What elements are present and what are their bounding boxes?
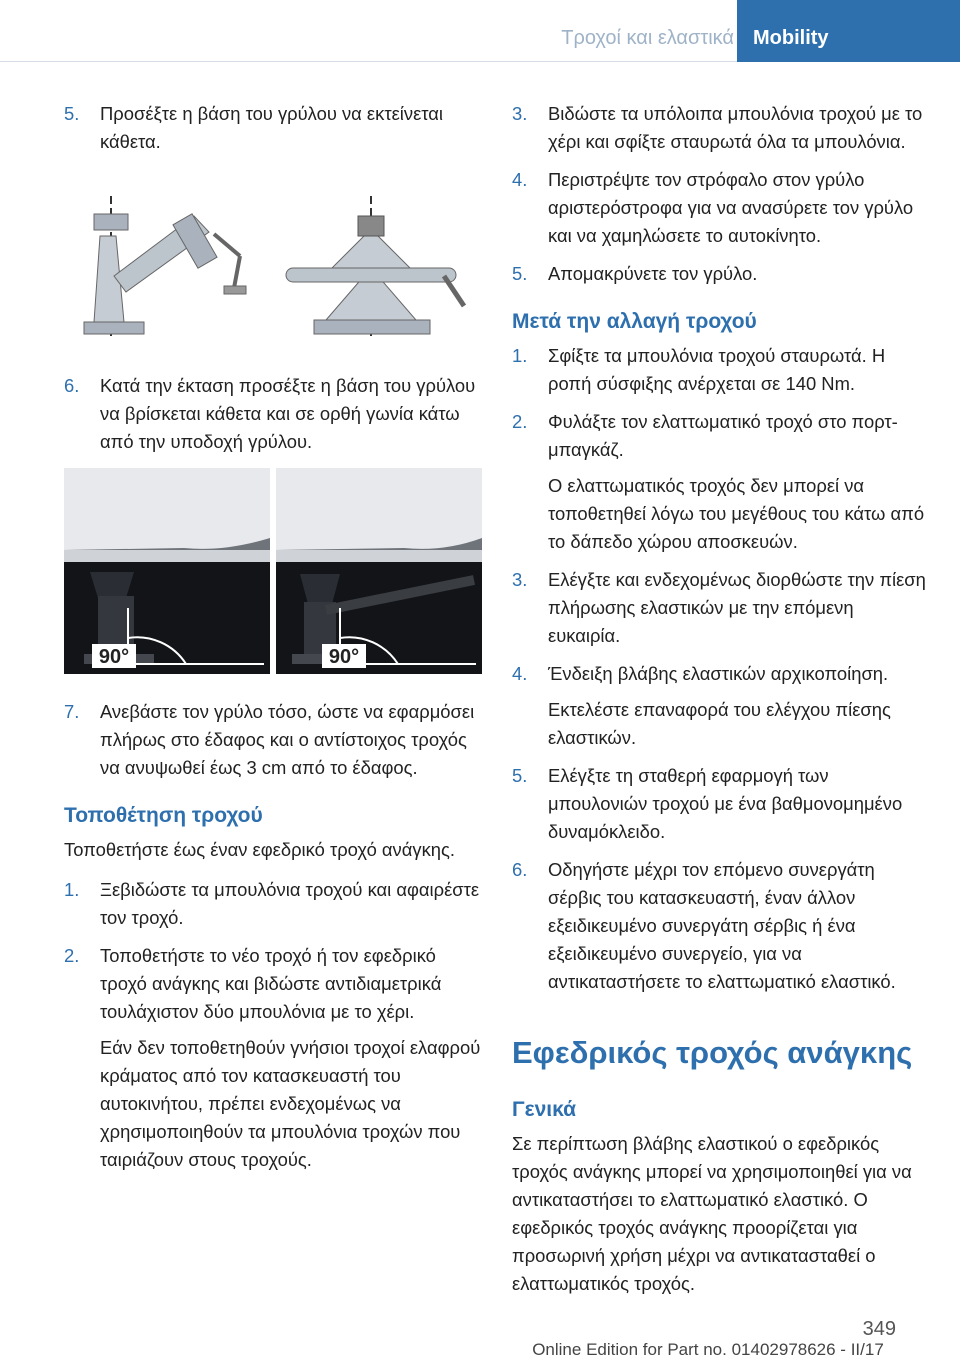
step-number: 3. — [512, 103, 528, 124]
jack-illustration — [64, 196, 482, 342]
page-header — [0, 0, 960, 62]
figure-jack-vertical — [64, 196, 482, 342]
jack-photo-illustration — [64, 468, 482, 674]
step-text: Οδηγήστε μέχρι τον επόμενο συνεργάτη σέρβις του κατασκευαστή, έναν άλλον εξειδικευμένο συνεργάτη σέρβις ή ένα εξειδικευμένο συνεργείο, για να αντικαταστήσετε το ελαττωματικό ελαστικό. — [548, 859, 896, 992]
step-text: Σφίξτε τα μπουλόνια τροχού σταυρωτά. Η ροπή σύσφιξης ανέρχεται σε 140 Nm. — [548, 345, 886, 394]
step-5-left — [64, 100, 482, 156]
step-number: 1. — [512, 345, 528, 366]
step-text: Κατά την έκταση προσέξτε η βάση του γρύλου να βρίσκεται κάθετα και σε ορθή γωνία κάτω από την υποδοχή γρύλου. — [100, 375, 476, 452]
header-section-title: Τροχοί και ελαστικά — [561, 27, 734, 49]
after-step-1 — [512, 342, 930, 398]
left-column — [64, 100, 482, 1184]
step-text: Ξεβιδώστε τα μπουλόνια τροχού και αφαιρέστε τον τροχό. — [100, 879, 480, 928]
step-number: 6. — [64, 375, 80, 396]
heading-spare-wheel: Εφεδρικός τροχός ανάγκης — [512, 1035, 913, 1070]
step-text: Ανεβάστε τον γρύλο τόσο, ώστε να εφαρμόσει πλήρως στο έδαφος και ο αντίστοιχος τροχός να ανυψωθεί έως 3 cm από το έδαφος. — [100, 701, 475, 778]
step-text: Φυλάξτε τον ελαττωματικό τροχό στο πορτ-μπαγκάζ. — [548, 411, 898, 460]
heading-after-change: Μετά την αλλαγή τροχού — [512, 310, 757, 333]
step-number: 3. — [512, 569, 528, 590]
step-3-right — [512, 100, 930, 156]
step-number: 6. — [512, 859, 528, 880]
mount-intro-text: Τοποθετήστε έως έναν εφεδρικό τροχό ανάγκης. — [64, 839, 455, 860]
after-step-6 — [512, 856, 930, 996]
step-note: Εάν δεν τοποθετηθούν γνήσιοι τροχοί ελαφρού κράματος από τον κατασκευαστή του αυτοκινήτου, πρέπει ενδεχομένως να χρησιμοποιηθούν τα μπουλόνια τροχών που ταιριάζουν στους τροχούς. — [100, 1037, 481, 1170]
step-text: Ελέγξτε τη σταθερή εφαρμογή των μπουλονιών τροχού με ένα βαθμονομημένο δυναμόκλειδο. — [548, 765, 903, 842]
header-chapter-tab: Mobility — [737, 0, 960, 62]
step-number: 2. — [64, 945, 80, 966]
step-note: Εκτελέστε επαναφορά του ελέγχου πίεσης ελαστικών. — [548, 699, 891, 748]
page-number: 349 — [862, 1318, 896, 1340]
step-text: Προσέξτε η βάση του γρύλου να εκτείνεται κάθετα. — [100, 103, 443, 152]
general-text: Σε περίπτωση βλάβης ελαστικού ο εφεδρικός τροχός ανάγκης μπορεί να χρησιμοποιηθεί για να αντικαταστήσει το ελαττωματικό ελαστικό. Ο εφεδρικός τροχός ανάγκης προορίζεται για προσωρινή χρήση μέχρι να αντικατασταθεί ο ελαττωματικός τροχός. — [512, 1133, 912, 1294]
step-number: 4. — [512, 663, 528, 684]
step-text: Ένδειξη βλάβης ελαστικών αρχικοποίηση. — [548, 663, 889, 684]
step-number: 5. — [64, 103, 80, 124]
angle-label-left: 90° — [98, 646, 130, 668]
step-text: Τοποθετήστε το νέο τροχό ή τον εφεδρικό τροχό ανάγκης και βιδώστε αντιδιαμετρικά τουλάχιστον δύο μπουλόνια με το χέρι. — [100, 945, 442, 1022]
after-step-3 — [512, 566, 930, 650]
step-text: Ελέγξτε και ενδεχομένως διορθώστε την πίεση πλήρωσης ελαστικών με την επόμενη ευκαιρία. — [548, 569, 926, 646]
mount-step-2 — [64, 942, 482, 1174]
figure-jack-right-angle — [64, 468, 482, 674]
step-number: 4. — [512, 169, 528, 190]
step-6-left — [64, 372, 482, 456]
step-5-right — [512, 260, 930, 288]
after-step-5 — [512, 762, 930, 846]
step-number: 5. — [512, 263, 528, 284]
heading-general: Γενικά — [512, 1098, 577, 1121]
angle-label-right: 90° — [328, 646, 360, 668]
step-4-right — [512, 166, 930, 250]
step-number: 2. — [512, 411, 528, 432]
heading-wheel-mounting: Τοποθέτηση τροχού — [64, 804, 263, 827]
step-text: Περιστρέψτε τον στρόφαλο στον γρύλο αριστερόστροφα για να ανασύρετε τον γρύλο και να χαμηλώσετε το αυτοκίνητο. — [548, 169, 914, 246]
mount-step-1 — [64, 876, 482, 932]
step-note: Ο ελαττωματικός τροχός δεν μπορεί να τοποθετηθεί λόγω του μεγέθους του κάτω από το δάπεδο χώρου αποσκευών. — [548, 475, 925, 552]
after-step-2 — [512, 408, 930, 556]
right-column — [512, 100, 930, 1310]
step-text: Βιδώστε τα υπόλοιπα μπουλόνια τροχού με το χέρι και σφίξτε σταυρωτά όλα τα μπουλόνια. — [548, 103, 923, 152]
step-number: 1. — [64, 879, 80, 900]
edition-footer: Online Edition for Part no. 01402978626 - II/17 — [532, 1340, 884, 1359]
step-text: Απομακρύνετε τον γρύλο. — [548, 263, 758, 284]
after-step-4 — [512, 660, 930, 752]
header-divider — [0, 61, 737, 62]
step-number: 7. — [64, 701, 80, 722]
step-number: 5. — [512, 765, 528, 786]
step-7-left — [64, 698, 482, 782]
